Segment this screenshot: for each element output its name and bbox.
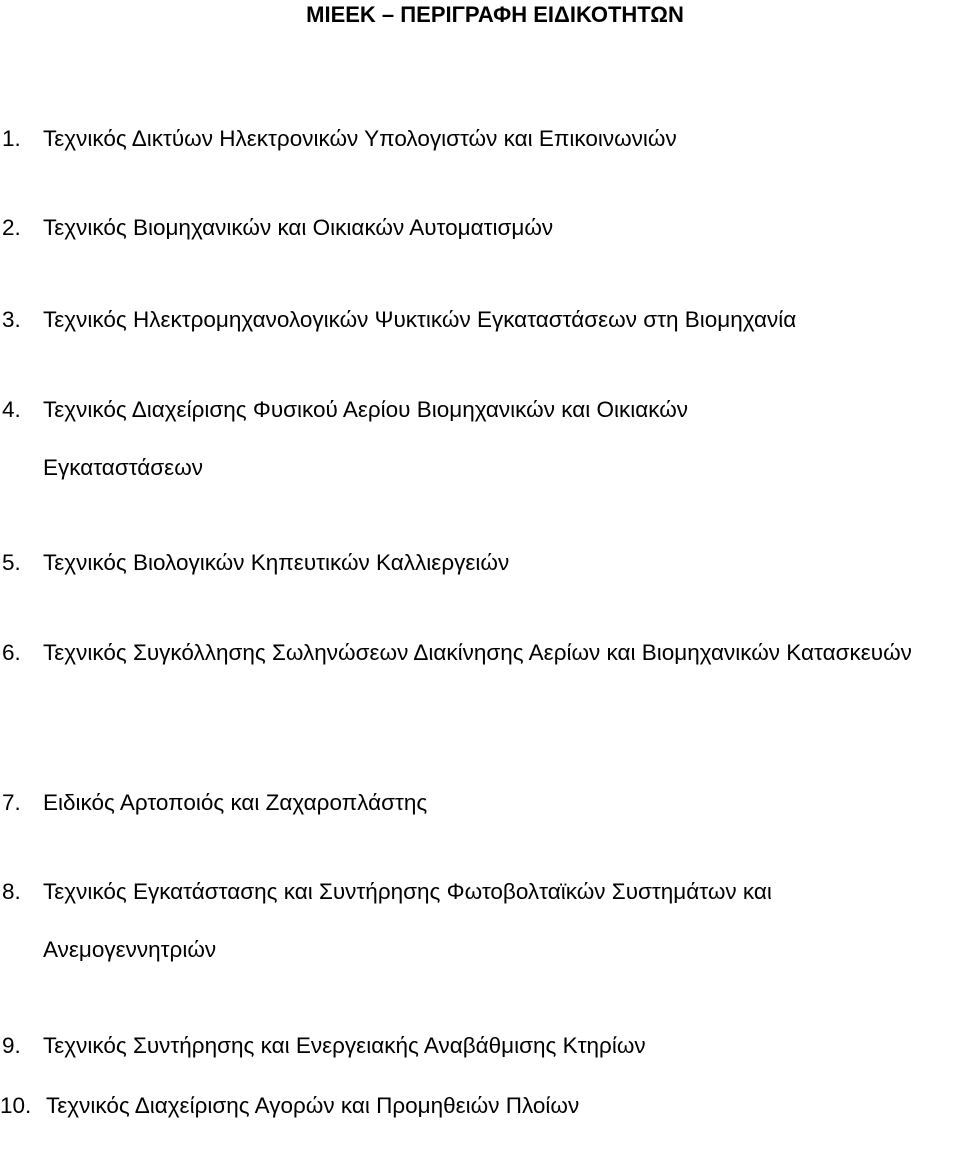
list-item xyxy=(0,1017,960,1075)
item-text: Τεχνικός Δικτύων Ηλεκτρονικών Υπολογιστών και Επικοινωνιών xyxy=(43,126,677,151)
item-number: 2. xyxy=(2,215,21,240)
item-text: Τεχνικός Εγκατάστασης και Συντήρησης Φωτοβολταϊκών Συστημάτων και Ανεμογεννητριών xyxy=(43,879,772,962)
item-text: Ειδικός Αρτοποιός και Ζαχαροπλάστης xyxy=(43,790,428,815)
list-item xyxy=(0,534,960,592)
item-number: 3. xyxy=(2,307,21,332)
item-text: Τεχνικός Ηλεκτρομηχανολογικών Ψυκτικών Εγκαταστάσεων στη Βιομηχανία xyxy=(43,307,797,332)
item-number: 5. xyxy=(2,550,21,575)
item-number: 10. xyxy=(0,1093,32,1118)
list-item xyxy=(0,624,960,682)
item-text: Τεχνικός Συγκόλλησης Σωληνώσεων Διακίνησης Αερίων και Βιομηχανικών Κατασκευών xyxy=(43,640,912,665)
page-title: ΜΙΕΕΚ – ΠΕΡΙΓΡΑΦΗ ΕΙΔΙΚΟΤΗΤΩΝ xyxy=(306,2,684,27)
item-text: Τεχνικός Διαχείρισης Αγορών και Προμηθειών Πλοίων xyxy=(46,1093,580,1118)
list-item xyxy=(0,774,960,832)
list-item xyxy=(0,1077,960,1135)
item-text: Τεχνικός Συντήρησης και Ενεργειακής Αναβάθμισης Κτηρίων xyxy=(43,1033,646,1058)
item-number: 1. xyxy=(2,126,21,151)
list-item xyxy=(0,199,960,257)
item-number: 8. xyxy=(2,879,21,904)
item-text: Τεχνικός Διαχείρισης Φυσικού Αερίου Βιομηχανικών και Οικιακών Εγκαταστάσεων xyxy=(43,397,689,480)
item-number: 4. xyxy=(2,397,21,422)
item-text: Τεχνικός Βιομηχανικών και Οικιακών Αυτοματισμών xyxy=(43,215,554,240)
item-number: 6. xyxy=(2,640,21,665)
list-item xyxy=(0,863,960,979)
list-item xyxy=(0,291,960,349)
item-number: 7. xyxy=(2,790,21,815)
item-number: 9. xyxy=(2,1033,21,1058)
item-text: Τεχνικός Βιολογικών Κηπευτικών Καλλιεργειών xyxy=(43,550,510,575)
list-item xyxy=(0,110,960,168)
list-item xyxy=(0,381,960,497)
